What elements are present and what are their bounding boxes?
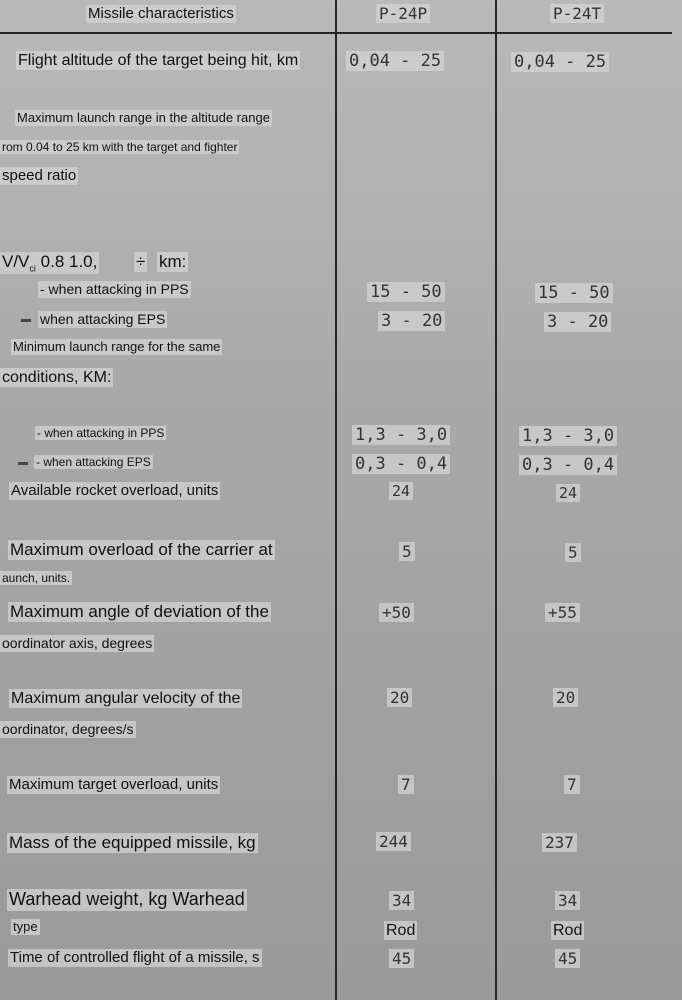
row-warhead-p24t: 34 (555, 891, 580, 910)
row-max-range-eps-p24t: 3 - 20 (544, 312, 611, 332)
row-min-range-eps-p24t: 0,3 - 0,4 (519, 455, 617, 475)
formula-values: 0.8 1.0, (40, 252, 98, 271)
row-max-range-line2: rom 0.04 to 25 km with the target and fighter (2, 140, 238, 154)
row-carrier-overload-line1: Maximum overload of the carrier at (10, 540, 273, 559)
row-max-range-pps-p24t: 15 - 50 (535, 283, 613, 303)
row-warhead-type-p24p: Rod (386, 922, 416, 939)
row-carrier-overload-p24t: 5 (565, 543, 581, 562)
row-target-overload-p24p: 7 (398, 775, 414, 794)
speed-ratio-formula (0, 252, 99, 274)
dash-mark (18, 462, 28, 465)
row-angular-velocity-line1: Maximum angular velocity of the (11, 690, 241, 707)
row-mass-label: Mass of the equipped missile, kg (9, 833, 256, 852)
row-angular-velocity-p24t: 20 (553, 688, 578, 707)
row-angular-velocity-p24p: 20 (387, 688, 412, 707)
row-warhead-label: Warhead weight, kg Warhead (9, 889, 245, 909)
formula-subscript: ci (29, 263, 36, 274)
row-target-overload-p24t: 7 (564, 775, 580, 794)
row-max-range-pps-p24p: 15 - 50 (367, 282, 445, 302)
row-flight-time-p24p: 45 (389, 949, 414, 968)
row-angular-velocity-line2: oordinator, degrees/s (2, 721, 134, 737)
formula-unit: km: (159, 252, 187, 271)
header-title: Missile characteristics (88, 5, 234, 22)
row-warhead-p24p: 34 (389, 891, 414, 910)
row-min-range-pps-label: - when attacking in PPS (37, 426, 165, 440)
row-rocket-overload-p24t: 24 (556, 484, 580, 502)
row-deviation-line1: Maximum angle of deviation of the (10, 602, 269, 621)
dash-mark (21, 319, 31, 322)
row-mass-p24p: 244 (376, 832, 411, 851)
formula-operator: ÷ (136, 252, 146, 271)
header-rule (0, 32, 672, 34)
row-altitude-value-p24t: 0,04 - 25 (511, 52, 609, 72)
column-divider-2 (495, 0, 497, 1000)
column-divider-1 (335, 0, 337, 1000)
row-max-range-line1: Maximum launch range in the altitude range (17, 110, 270, 125)
row-deviation-p24t: +55 (545, 603, 580, 622)
row-deviation-line2: oordinator axis, degrees (2, 635, 153, 651)
formula-ratio: V/V (2, 252, 30, 271)
row-flight-time-p24t: 45 (555, 949, 580, 968)
row-min-range-pps-p24p: 1,3 - 3,0 (352, 425, 450, 445)
row-target-overload-label: Maximum target overload, units (9, 776, 219, 793)
row-warhead-type-label: type (13, 919, 38, 934)
row-mass-p24t: 237 (542, 833, 577, 852)
row-max-range-eps-p24p: 3 - 20 (378, 311, 445, 331)
row-max-range-line3: speed ratio (2, 167, 77, 184)
row-max-range-eps-label: when attacking EPS (40, 311, 166, 327)
row-carrier-overload-p24p: 5 (399, 542, 415, 561)
row-carrier-overload-line2: aunch, units. (2, 571, 71, 585)
row-rocket-overload-label: Available rocket overload, units (11, 482, 219, 499)
row-min-range-line2: conditions, KM: (2, 369, 112, 386)
row-altitude-value-p24p: 0,04 - 25 (346, 51, 444, 71)
row-max-range-pps-label: - when attacking in PPS (40, 281, 189, 297)
row-altitude-label: Flight altitude of the target being hit, km (18, 52, 299, 69)
row-flight-time-label: Time of controlled flight of a missile, s (10, 949, 260, 966)
row-warhead-type-p24t: Rod (553, 922, 583, 939)
row-min-range-pps-p24t: 1,3 - 3,0 (519, 426, 617, 446)
row-min-range-line1: Minimum launch range for the same (13, 339, 221, 354)
row-deviation-p24p: +50 (379, 603, 414, 622)
row-min-range-eps-p24p: 0,3 - 0,4 (352, 454, 450, 474)
header-col-p24p: P-24P (376, 4, 430, 23)
row-min-range-eps-label: - when attacking EPS (36, 455, 151, 469)
row-rocket-overload-p24p: 24 (389, 482, 413, 500)
header-col-p24t: P-24T (550, 4, 604, 23)
